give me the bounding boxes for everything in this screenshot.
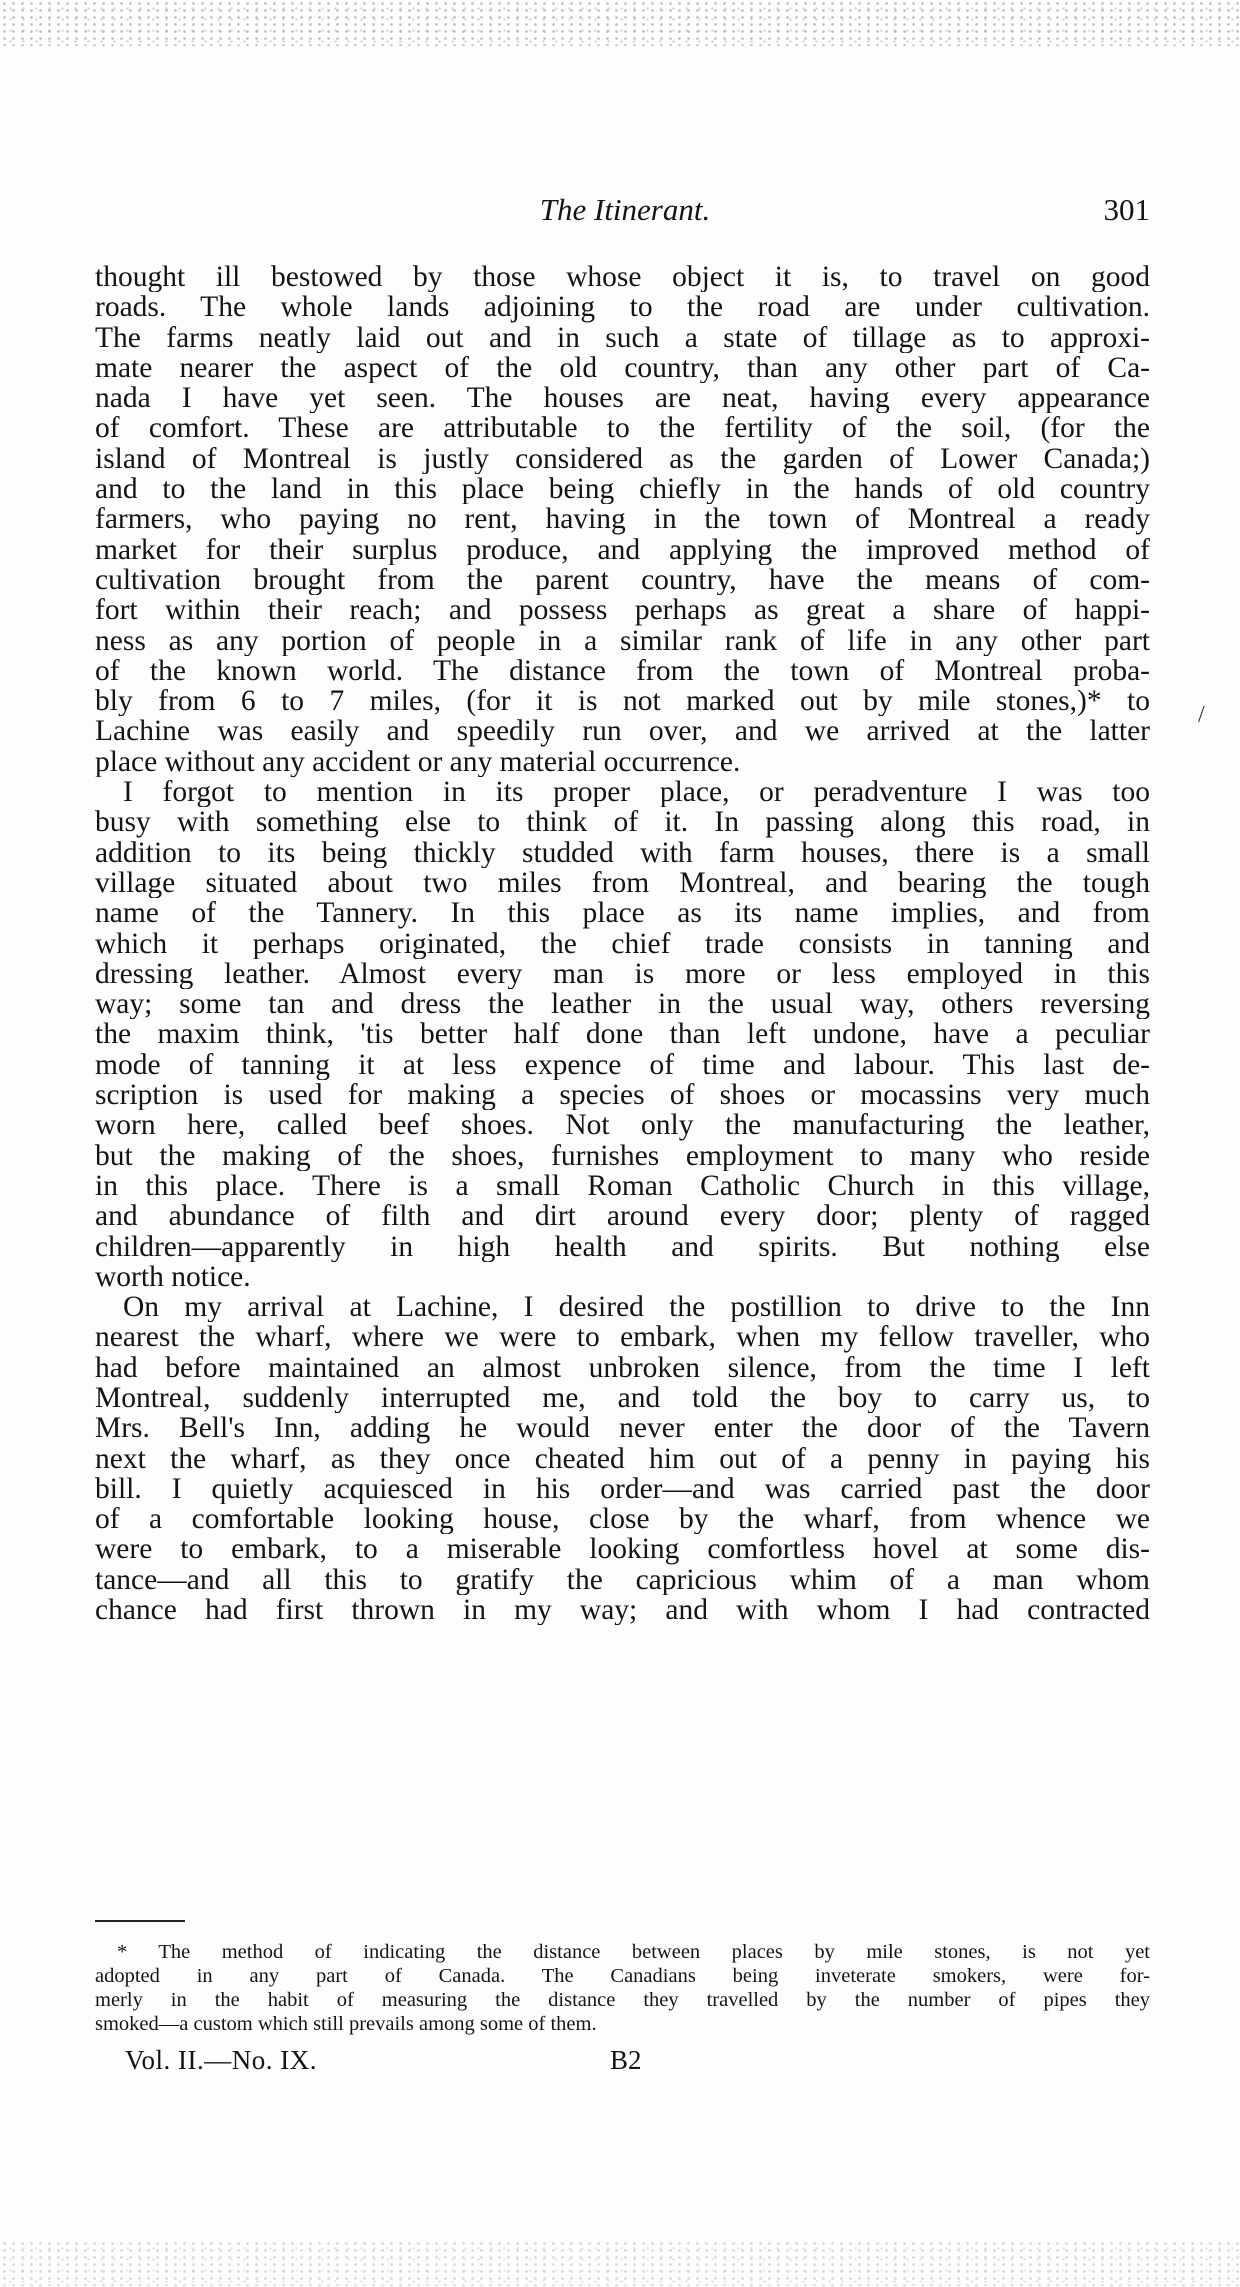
text-line: had before maintained an almost unbroken silence, from the time I left xyxy=(95,1352,1150,1383)
text-line: Montreal, suddenly interrupted me, and told the boy to carry us, to xyxy=(95,1382,1150,1414)
text-line: The farms neatly laid out and in such a state of tillage as to approxi- xyxy=(95,322,1150,353)
text-line: name of the Tannery. In this place as its name implies, and from xyxy=(95,898,1150,929)
text-line: bill. I quietly acquiesced in his order—and was carried past the door xyxy=(95,1473,1150,1505)
bottom-scan-noise xyxy=(0,2240,1240,2286)
text-line: and to the land in this place being chiefly in the hands of old country xyxy=(95,474,1150,505)
text-line: but the making of the shoes, furnishes employment to many who reside xyxy=(95,1140,1150,1171)
text-line: next the wharf, as they once cheated him out of a penny in paying his xyxy=(95,1443,1150,1474)
text-line: worn here, called beef shoes. Not only the manufacturing the leather, xyxy=(95,1110,1150,1141)
text-line: busy with something else to think of it. In passing along this road, in xyxy=(95,807,1150,838)
text-line: nearest the wharf, where we were to embark, when my fellow traveller, who xyxy=(95,1322,1150,1353)
text-line: village situated about two miles from Montreal, and bearing the tough xyxy=(95,867,1150,899)
text-line: tance—and all this to gratify the capricious whim of a man whom xyxy=(95,1564,1150,1596)
text-line: thought ill bestowed by those whose object it is, to travel on good xyxy=(95,262,1150,293)
text-line: market for their surplus produce, and applying the improved method of xyxy=(95,534,1150,565)
text-line: scription is used for making a species of shoes or mocassins very much xyxy=(95,1080,1150,1111)
text-line: Mrs. Bell's Inn, adding he would never enter the door of the Tavern xyxy=(95,1413,1150,1444)
text-line: were to embark, to a miserable looking comfortless hovel at some dis- xyxy=(95,1534,1150,1565)
text-line: the maxim think, 'tis better half done than left undone, have a peculiar xyxy=(95,1019,1150,1050)
text-line: roads. The whole lands adjoining to the road are under cultivation. xyxy=(95,292,1150,323)
footnote-line: adopted in any part of Canada. The Canadians being inveterate smokers, were for- xyxy=(95,1965,1150,1987)
text-line: chance had first thrown in my way; and with whom I had contracted xyxy=(95,1595,1150,1626)
running-title: The Itinerant. xyxy=(539,192,711,227)
text-line: cultivation brought from the parent country, have the means of com- xyxy=(95,564,1150,596)
footnote-line: * The method of indicating the distance between places by mile stones, is not yet xyxy=(117,1941,1150,1963)
text-line: worth notice. xyxy=(95,1261,251,1293)
footnote-divider xyxy=(95,1920,185,1922)
footnote-line: merly in the habit of measuring the distance they travelled by the number of pipes they xyxy=(95,1989,1150,2011)
volume-number: Vol. II.—No. IX. xyxy=(125,2045,317,2075)
text-line: Lachine was easily and speedily run over, and we arrived at the latter xyxy=(95,716,1150,747)
page-number: 301 xyxy=(1103,192,1150,227)
text-line: island of Montreal is justly considered as the garden of Lower Canada;) xyxy=(95,443,1150,475)
footnote-line: smoked—a custom which still prevails among some of them. xyxy=(95,2013,597,2035)
margin-mark: / xyxy=(1198,702,1205,728)
text-line: bly from 6 to 7 miles, (for it is not marked out by mile stones,)* to xyxy=(95,686,1150,717)
text-line: farmers, who paying no rent, having in the town of Montreal a ready xyxy=(95,504,1150,535)
signature-line xyxy=(125,2043,685,2077)
top-scan-noise xyxy=(0,0,1240,46)
text-line: dressing leather. Almost every man is more or less employed in this xyxy=(95,958,1150,990)
footnote xyxy=(95,1940,1150,2036)
running-head xyxy=(100,190,1150,230)
text-line: way; some tan and dress the leather in the usual way, others reversing xyxy=(95,989,1150,1020)
text-line: which it perhaps originated, the chief trade consists in tanning and xyxy=(95,928,1150,959)
text-line: of the known world. The distance from the town of Montreal proba- xyxy=(95,655,1150,687)
text-line: On my arrival at Lachine, I desired the postillion to drive to the Inn xyxy=(123,1292,1150,1323)
body-text xyxy=(95,262,1150,1912)
text-line: children—apparently in high health and spirits. But nothing else xyxy=(95,1231,1150,1262)
text-line: nada I have yet seen. The houses are neat, having every appearance xyxy=(95,383,1150,414)
text-line: of a comfortable looking house, close by the wharf, from whence we xyxy=(95,1504,1150,1535)
text-line: in this place. There is a small Roman Catholic Church in this village, xyxy=(95,1170,1150,1202)
text-line: fort within their reach; and possess perhaps as great a share of happi- xyxy=(95,595,1150,626)
text-line: and abundance of filth and dirt around every door; plenty of ragged xyxy=(95,1201,1150,1232)
signature-mark: B2 xyxy=(610,2045,642,2075)
text-line: I forgot to mention in its proper place, or peradventure I was too xyxy=(123,777,1150,808)
text-line: addition to its being thickly studded with farm houses, there is a small xyxy=(95,837,1150,868)
text-line: place without any accident or any material occurrence. xyxy=(95,746,741,778)
text-line: mode of tanning it at less expence of time and labour. This last de- xyxy=(95,1049,1150,1081)
text-line: ness as any portion of people in a similar rank of life in any other part xyxy=(95,625,1150,656)
text-line: mate nearer the aspect of the old country, than any other part of Ca- xyxy=(95,352,1150,384)
text-line: of comfort. These are attributable to the fertility of the soil, (for the xyxy=(95,413,1150,444)
